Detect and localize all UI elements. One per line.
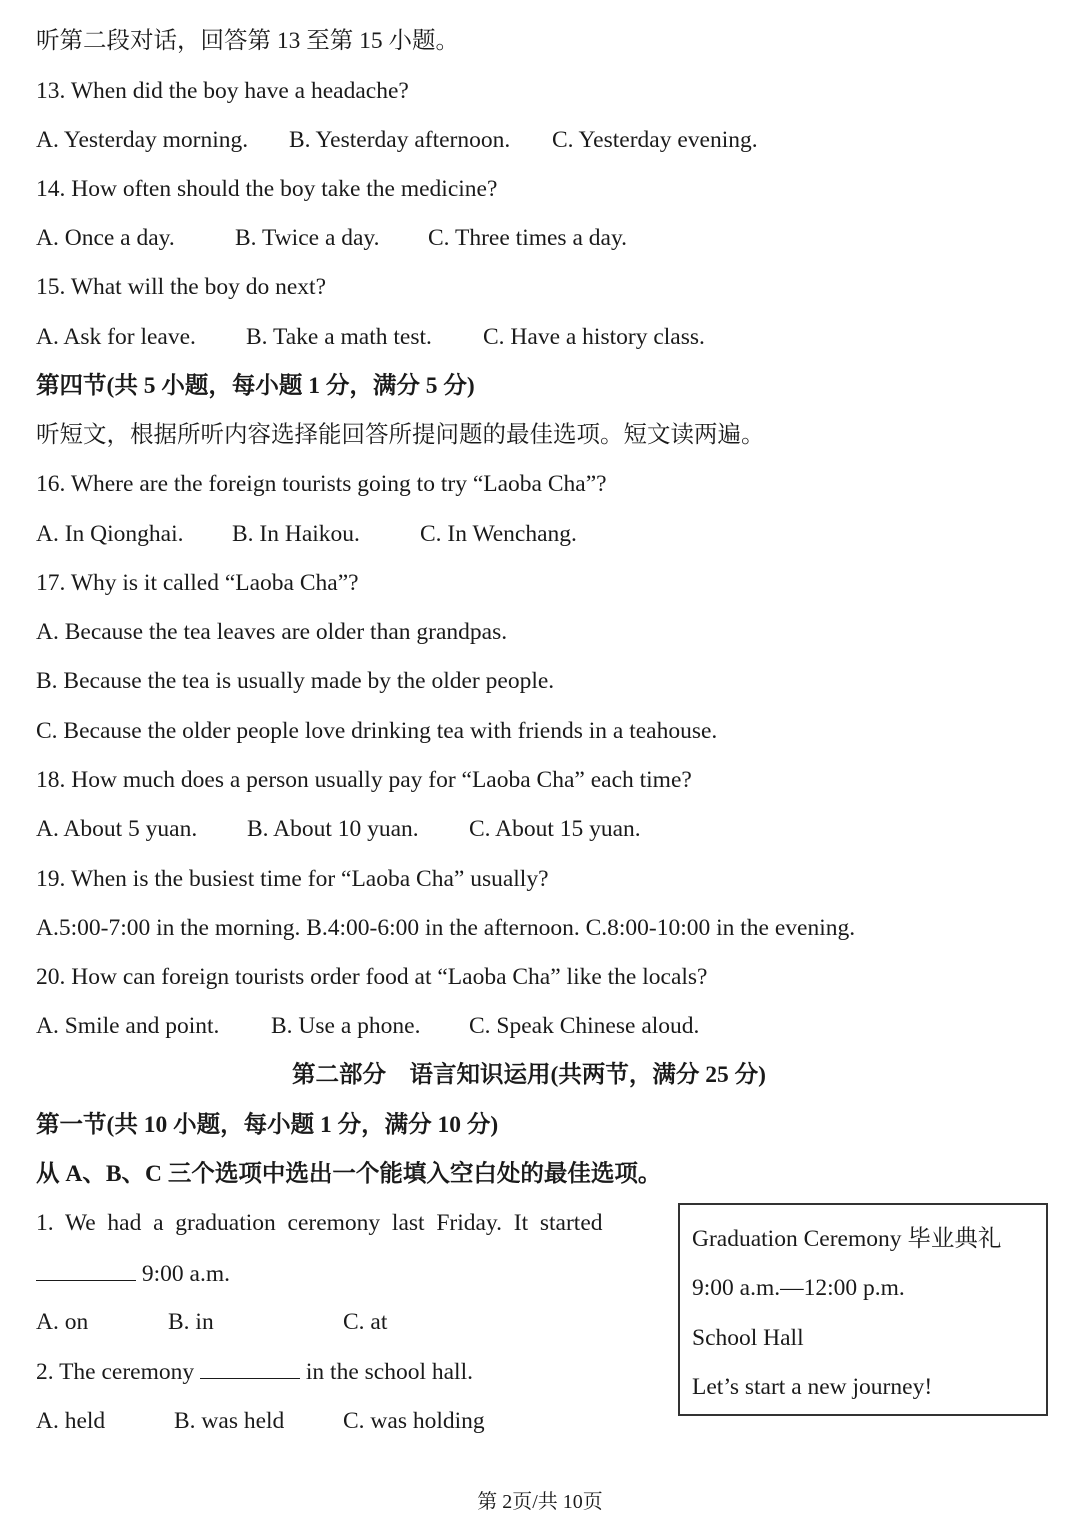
q17-option-b: B. Because the tea is usually made by the older people. xyxy=(36,668,555,694)
section4-instruction: 听短文，根据所听内容选择能回答所提问题的最佳选项。短文读两遍。 xyxy=(36,422,765,448)
p2-stem xyxy=(36,1356,473,1387)
q17-option-c: C. Because the older people love drinking tea with friends in a teahouse. xyxy=(36,718,718,744)
q18-option-b: B. About 10 yuan. xyxy=(247,816,419,842)
q20-stem: 20. How can foreign tourists order food at “Laoba Cha” like the locals? xyxy=(36,964,708,990)
q13-option-c: C. Yesterday evening. xyxy=(552,127,758,153)
q16-option-a: A. In Qionghai. xyxy=(36,521,184,547)
p2-stem-before: 2. The ceremony xyxy=(36,1359,201,1385)
q16-option-c: C. In Wenchang. xyxy=(420,521,577,547)
notice-time: 9:00 a.m.—12:00 p.m. xyxy=(692,1275,905,1301)
part2-section1-instruction: 从 A、B、C 三个选项中选出一个能填入空白处的最佳选项。 xyxy=(36,1161,662,1187)
q17-option-a: A. Because the tea leaves are older than grandpas. xyxy=(36,619,508,645)
q14-stem: 14. How often should the boy take the medicine? xyxy=(36,176,498,202)
dialogue2-instruction: 听第二段对话，回答第 13 至第 15 小题。 xyxy=(36,28,459,54)
q13-stem: 13. When did the boy have a headache? xyxy=(36,78,409,104)
q15-option-b: B. Take a math test. xyxy=(246,324,432,350)
p2-stem-after: in the school hall. xyxy=(300,1359,473,1385)
p2-option-a: A. held xyxy=(36,1408,106,1434)
q18-stem: 18. How much does a person usually pay for “Laoba Cha” each time? xyxy=(36,767,692,793)
q15-option-a: A. Ask for leave. xyxy=(36,324,196,350)
p1-option-a: A. on xyxy=(36,1309,89,1335)
q20-option-c: C. Speak Chinese aloud. xyxy=(469,1013,700,1039)
q16-stem: 16. Where are the foreign tourists going to try “Laoba Cha”? xyxy=(36,471,607,497)
q16-option-b: B. In Haikou. xyxy=(232,521,360,547)
p1-stem-line1: 1. We had a graduation ceremony last Friday. It started xyxy=(36,1210,603,1236)
p1-option-c: C. at xyxy=(343,1309,388,1335)
q15-stem: 15. What will the boy do next? xyxy=(36,274,326,300)
notice-title: Graduation Ceremony 毕业典礼 xyxy=(692,1226,1002,1252)
notice-slogan: Let’s start a new journey! xyxy=(692,1374,933,1400)
q14-option-a: A. Once a day. xyxy=(36,225,175,251)
q20-option-a: A. Smile and point. xyxy=(36,1013,220,1039)
part2-section1-title: 第一节(共 10 小题，每小题 1 分，满分 10 分) xyxy=(36,1112,499,1138)
graduation-notice-box xyxy=(678,1203,1048,1416)
p1-answer-blank xyxy=(36,1258,136,1281)
p2-option-c: C. was holding xyxy=(343,1408,485,1434)
q18-option-a: A. About 5 yuan. xyxy=(36,816,198,842)
q19-stem: 19. When is the busiest time for “Laoba Cha” usually? xyxy=(36,866,549,892)
notice-place: School Hall xyxy=(692,1325,804,1351)
q20-option-b: B. Use a phone. xyxy=(271,1013,421,1039)
q17-stem: 17. Why is it called “Laoba Cha”? xyxy=(36,570,359,596)
p2-answer-blank xyxy=(200,1356,300,1379)
q14-option-c: C. Three times a day. xyxy=(428,225,628,251)
q18-option-c: C. About 15 yuan. xyxy=(469,816,641,842)
p1-stem-line2 xyxy=(36,1258,230,1289)
q13-option-a: A. Yesterday morning. xyxy=(36,127,249,153)
q19-options: A.5:00-7:00 in the morning. B.4:00-6:00 in the afternoon. C.8:00-10:00 in the evening. xyxy=(36,915,856,941)
q14-option-b: B. Twice a day. xyxy=(235,225,380,251)
q15-option-c: C. Have a history class. xyxy=(483,324,705,350)
p1-option-b: B. in xyxy=(168,1309,214,1335)
p2-option-b: B. was held xyxy=(174,1408,285,1434)
part2-title: 第二部分 语言知识运用(共两节，满分 25 分) xyxy=(292,1062,766,1088)
section4-title: 第四节(共 5 小题，每小题 1 分，满分 5 分) xyxy=(36,373,475,399)
page-number-footer: 第 2页/共 10页 xyxy=(477,1491,603,1513)
q13-option-b: B. Yesterday afternoon. xyxy=(289,127,511,153)
p1-stem-time: 9:00 a.m. xyxy=(136,1261,230,1287)
